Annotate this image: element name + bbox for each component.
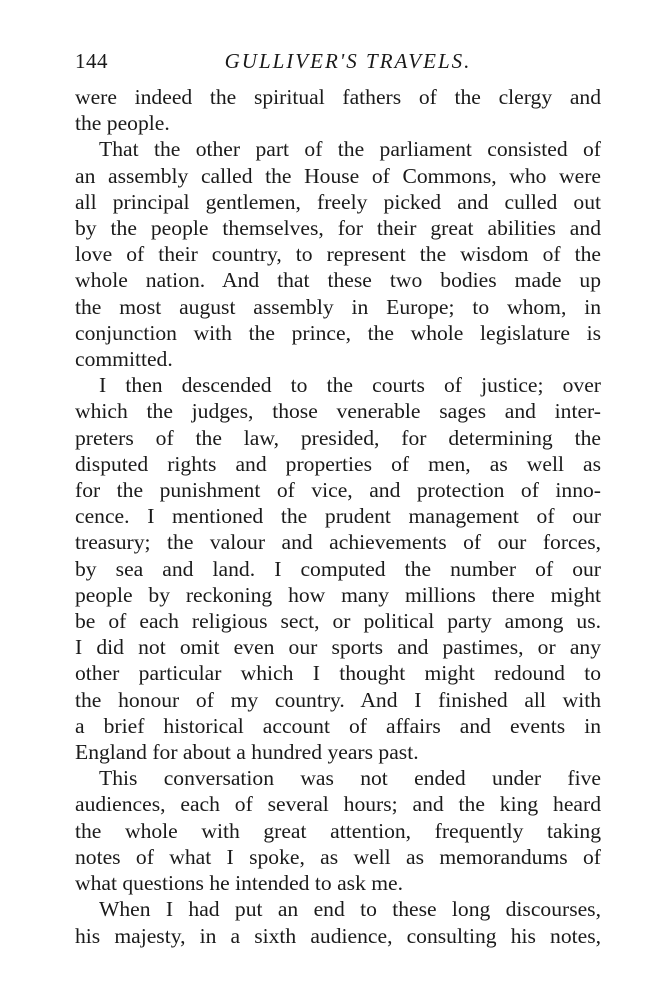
paragraph	[75, 896, 601, 948]
text-line: the whole with great attention, frequently taking	[75, 818, 601, 843]
text-line: This conversation was not ended under five	[99, 766, 601, 791]
text-line: by the people themselves, for their great abilities and	[75, 216, 601, 241]
text-line: by sea and land. I computed the number of our	[75, 556, 601, 581]
paragraph	[75, 372, 601, 765]
text-line: which the judges, those venerable sages and inter-	[75, 399, 601, 424]
paragraph	[75, 84, 601, 136]
text-line: When I had put an end to these long discourses,	[99, 897, 601, 922]
running-head	[75, 46, 601, 76]
text-line: other particular which I thought might redound to	[75, 661, 601, 686]
text-line: for the punishment of vice, and protection of inno-	[75, 478, 601, 503]
text-line: the most august assembly in Europe; to whom, in	[75, 294, 601, 319]
text-line: people by reckoning how many millions there might	[75, 582, 601, 607]
text-line: cence. I mentioned the prudent management of our	[75, 504, 601, 529]
page-number: 144	[75, 49, 108, 73]
text-line: love of their country, to represent the wisdom of the	[75, 242, 601, 267]
text-line: be of each religious sect, or political party among us.	[75, 609, 601, 634]
running-title: GULLIVER'S TRAVELS.	[224, 49, 472, 73]
text-line: conjunction with the prince, the whole legislature is	[75, 320, 601, 345]
paragraph	[75, 136, 601, 372]
text-line: the people.	[75, 111, 170, 136]
text-line: were indeed the spiritual fathers of the clergy and	[75, 85, 601, 109]
text-line: an assembly called the House of Commons, who were	[75, 163, 601, 188]
text-line: the honour of my country. And I finished all with	[75, 687, 601, 712]
text-line: disputed rights and properties of men, as well as	[75, 451, 601, 476]
text-line: That the other part of the parliament consisted of	[99, 137, 601, 162]
text-line: treasury; the valour and achievements of our forces,	[75, 530, 601, 555]
text-line: what questions he intended to ask me.	[75, 871, 404, 896]
text-line: I then descended to the courts of justice; over	[99, 373, 601, 398]
text-line: I did not omit even our sports and pastimes, or any	[75, 635, 601, 660]
text-line: committed.	[75, 347, 173, 372]
text-line: whole nation. And that these two bodies made up	[75, 268, 601, 293]
body-text	[75, 84, 601, 949]
text-line: his majesty, in a sixth audience, consulting his notes,	[75, 923, 601, 948]
text-line: notes of what I spoke, as well as memorandums of	[75, 844, 601, 869]
text-line: audiences, each of several hours; and the king heard	[75, 792, 601, 817]
text-line: a brief historical account of affairs and events in	[75, 713, 601, 738]
text-line: all principal gentlemen, freely picked and culled out	[75, 189, 601, 214]
paragraph	[75, 765, 601, 896]
text-line: preters of the law, presided, for determining the	[75, 425, 601, 450]
text-line: England for about a hundred years past.	[75, 740, 419, 765]
